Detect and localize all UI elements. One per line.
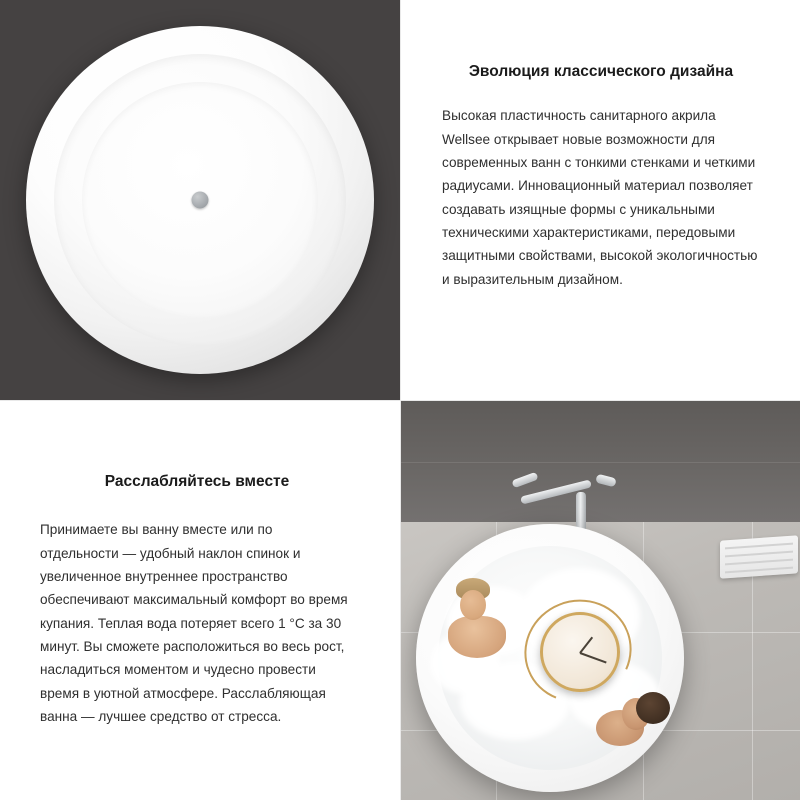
bathtub-drain-icon — [192, 192, 209, 209]
wall-clock-icon — [540, 612, 620, 692]
bathroom-wall — [400, 400, 800, 522]
panel-design-evolution — [400, 0, 800, 400]
person-right-hair — [636, 692, 670, 724]
clock-minute-hand — [580, 652, 607, 663]
relax-together-body: Принимаете вы ванну вместе или по отдельности — удобный наклон спинок и увеличенное внутреннее пространство обеспечивают максимальный комфорт во время купания. Теплая вода потеряет всего 1 °C за 30 минут. Вы сможете расположиться во весь рост, насладиться моментом и чудесно провести время в уютной атмосфере. Расслабляющая ванна — лучшее средство от стресса. — [40, 522, 348, 725]
design-evolution-body: Высокая пластичность санитарного акрила Wellsee открывает новые возможности для современных ванн с тонкими стенками и четкими радиусами. Инновационный материал позволяет создавать изящные формы с уникальными техническими характеристиками, передовыми защитными свойствами, высокой экологичностью и выразительным дизайном. — [442, 108, 758, 287]
couple-in-bathtub-photo — [400, 400, 800, 800]
relax-together-title: Расслабляйтесь вместе — [104, 473, 290, 490]
person-left-body — [448, 616, 506, 658]
design-evolution-title: Эволюция классического дизайна — [468, 63, 734, 80]
panel-relax-together — [0, 400, 400, 800]
bathtub-outer-shell — [26, 26, 374, 374]
horizontal-divider — [0, 400, 800, 401]
bathtub-top-view-photo — [0, 0, 400, 400]
bathtub-basin — [82, 82, 318, 318]
clock-hour-hand — [579, 637, 593, 654]
bathtub-rim — [54, 54, 346, 346]
person-left-head — [460, 590, 486, 620]
towel-radiator — [720, 535, 798, 578]
